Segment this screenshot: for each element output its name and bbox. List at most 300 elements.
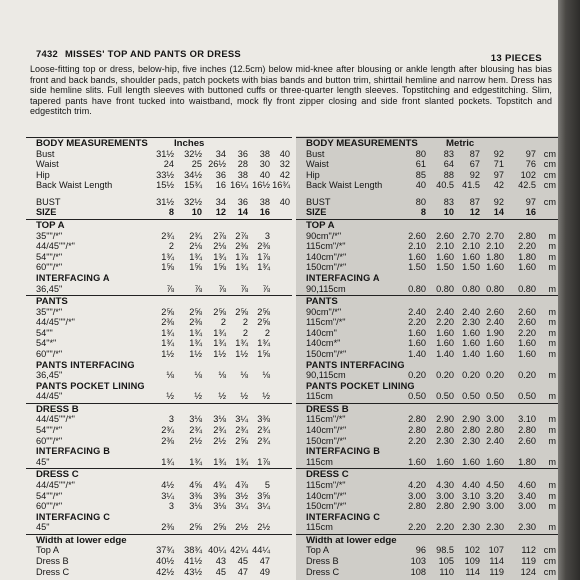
value-cell: 2.80 — [462, 425, 480, 436]
table-row — [296, 545, 558, 556]
value-cell: 0.80 — [486, 283, 504, 294]
table-row — [296, 328, 558, 339]
value-cell: 2.30 — [486, 522, 504, 533]
value-cell: 97 — [493, 169, 504, 180]
value-cell: ⅛ — [166, 370, 174, 381]
value-cell: 2.80 — [436, 425, 454, 436]
row-label: 36,45" — [36, 283, 63, 294]
row-label: 54"*" — [36, 338, 57, 349]
value-cell: 3.00 — [436, 490, 454, 501]
row-label: 54""/*" — [36, 425, 63, 436]
value-cell: 83 — [443, 196, 454, 207]
table-row — [26, 567, 292, 578]
value-cell: 1¾ — [257, 262, 270, 273]
value-cell: 2.80 — [486, 425, 504, 436]
value-cell: 36 — [237, 148, 248, 159]
value-cell: 2.20 — [408, 435, 426, 446]
value-cell: 112 — [521, 545, 536, 556]
value-cell: 34 — [215, 196, 226, 207]
value-cell: 1⅞ — [257, 251, 270, 262]
value-cell: 3.10 — [462, 490, 480, 501]
unit-cell: cm — [543, 566, 556, 577]
value-cell: 2½ — [235, 522, 248, 533]
value-cell: 1.60 — [436, 456, 454, 467]
value-cell: 3⅛ — [189, 414, 202, 425]
value-cell: 2½ — [189, 435, 202, 446]
row-label: SIZE — [36, 207, 57, 218]
value-cell: 0.80 — [436, 283, 454, 294]
value-cell: 97 — [525, 196, 536, 207]
value-cell: 80 — [415, 196, 426, 207]
unit-cell: m — [548, 241, 556, 252]
value-cell: 3⅛ — [213, 414, 226, 425]
value-cell: 16¾ — [272, 180, 290, 191]
unit-cell: cm — [543, 556, 556, 566]
value-cell: 2 — [242, 327, 248, 338]
unit-cell: cm — [543, 159, 556, 170]
value-cell: 1¾ — [189, 327, 202, 338]
value-cell: 2¾ — [161, 230, 174, 241]
value-cell: 1½ — [161, 349, 174, 359]
value-cell: 40 — [279, 148, 290, 159]
unit-cell: m — [548, 327, 556, 338]
table-row — [296, 391, 558, 402]
table-row — [26, 556, 292, 567]
unit-cell: m — [548, 251, 556, 262]
value-cell: 25 — [191, 159, 202, 170]
value-cell: 1.90 — [486, 327, 504, 338]
row-label: 90,115cm — [306, 370, 346, 381]
subsection-heading: INTERFACING C — [306, 511, 381, 522]
value-cell: 2½ — [213, 435, 226, 446]
value-cell: 0.80 — [462, 283, 480, 294]
value-cell: 1¾ — [235, 262, 248, 273]
value-cell: 3.10 — [518, 414, 536, 425]
table-row — [296, 414, 558, 425]
row-label: 44/45""/*" — [36, 479, 75, 490]
value-cell: 37¾ — [156, 545, 174, 556]
value-cell: 2.30 — [462, 435, 480, 446]
value-cell: 1.60 — [518, 349, 536, 359]
value-cell: 2.70 — [462, 230, 480, 241]
value-cell: 2⅛ — [189, 241, 202, 252]
body-measurements-heading — [26, 137, 292, 149]
unit-cell: cm — [543, 169, 556, 180]
value-cell: 1¾ — [235, 338, 248, 349]
value-cell: 34½ — [184, 169, 202, 180]
section-heading: DRESS B — [26, 403, 292, 415]
table-row — [296, 241, 558, 252]
value-cell: 43½ — [184, 566, 202, 577]
row-label: Back Waist Length — [306, 180, 383, 191]
value-cell: 97 — [525, 148, 536, 159]
value-cell: 44¼ — [252, 545, 270, 556]
value-cell: 3.20 — [486, 490, 504, 501]
row-label: 90cm"/*" — [306, 306, 342, 317]
value-cell: 3.00 — [408, 490, 426, 501]
value-cell: 2.20 — [408, 317, 426, 328]
row-label: 45" — [36, 522, 50, 533]
pattern-header — [0, 48, 558, 64]
body-measurements-heading — [296, 137, 558, 149]
section-heading: DRESS C — [296, 468, 558, 480]
value-cell: 2 — [242, 317, 248, 328]
value-cell: 3 — [168, 414, 174, 425]
value-cell: 16¼ — [230, 180, 248, 191]
value-cell: ⅞ — [240, 283, 248, 294]
yardage-tables — [0, 136, 558, 580]
table-row — [26, 425, 292, 436]
value-cell: 2.20 — [408, 522, 426, 533]
value-cell: 2.40 — [436, 306, 454, 317]
value-cell: 2.20 — [518, 241, 536, 252]
value-cell: 2.80 — [408, 414, 426, 425]
section-heading: Width at lower edge — [296, 534, 558, 546]
table-row — [296, 159, 558, 170]
row-label: 150cm"/*" — [306, 262, 347, 273]
table-row — [296, 262, 558, 273]
table-row — [26, 328, 292, 339]
row-label: BUST — [36, 196, 61, 207]
value-cell: 1¾ — [161, 251, 174, 262]
value-cell: 0.80 — [408, 283, 426, 294]
value-cell: 2¾ — [189, 425, 202, 436]
value-cell: 83 — [443, 148, 454, 159]
value-cell: 1⅝ — [189, 262, 202, 273]
value-cell: 2.40 — [462, 306, 480, 317]
value-cell: 41.5 — [462, 180, 480, 191]
table-row — [26, 522, 292, 533]
value-cell: 2.20 — [436, 317, 454, 328]
value-cell: 24 — [163, 159, 174, 170]
value-cell: 45 — [237, 556, 248, 566]
value-cell: 3½ — [235, 490, 248, 501]
value-cell: 109 — [464, 556, 480, 566]
row-label: 60""/*" — [36, 501, 63, 512]
value-cell: 92 — [493, 148, 504, 159]
value-cell: 4⅞ — [235, 479, 248, 490]
subsection-heading: PANTS INTERFACING — [306, 359, 405, 370]
row-label: 140cm"/*" — [306, 251, 347, 262]
value-cell: 1½ — [213, 349, 226, 359]
value-cell: 2.10 — [408, 241, 426, 252]
row-label: 36,45" — [36, 370, 63, 381]
value-cell: 31½ — [156, 196, 174, 207]
value-cell: 5 — [264, 479, 270, 490]
table-row — [296, 349, 558, 360]
value-cell: 2⅜ — [257, 241, 270, 252]
value-cell: 96 — [415, 545, 426, 556]
value-cell: 2.40 — [486, 317, 504, 328]
value-cell: 2⅝ — [257, 317, 270, 328]
value-cell: 3¼ — [161, 490, 174, 501]
value-cell: 42 — [279, 169, 290, 180]
value-cell: ⅛ — [218, 370, 226, 381]
row-label: Hip — [36, 169, 50, 180]
value-cell: 1.60 — [486, 262, 504, 273]
value-cell: 0.50 — [408, 391, 426, 402]
value-cell: 2⅝ — [257, 306, 270, 317]
table-row — [26, 307, 292, 318]
value-cell: 64 — [443, 159, 454, 170]
table-row — [296, 370, 558, 381]
value-cell: 2.20 — [518, 327, 536, 338]
table-row — [26, 349, 292, 360]
unit-cell: m — [548, 435, 556, 446]
row-label: 150cm"/*" — [306, 501, 347, 512]
value-cell: 0.50 — [436, 391, 454, 402]
metric-table — [296, 136, 558, 580]
section-heading: PANTS — [296, 295, 558, 307]
table-row — [296, 556, 558, 567]
value-cell: 2⅝ — [213, 306, 226, 317]
unit-cell: m — [548, 414, 556, 425]
table-row — [296, 457, 558, 468]
table-row — [26, 262, 292, 273]
value-cell: 2¾ — [213, 425, 226, 436]
value-cell: 2¾ — [189, 230, 202, 241]
subsection-heading: INTERFACING C — [36, 511, 111, 522]
value-cell: 1.60 — [408, 456, 426, 467]
value-cell: 1.60 — [462, 456, 480, 467]
table-row — [296, 284, 558, 295]
value-cell: 2⅝ — [235, 306, 248, 317]
value-cell: 2.70 — [486, 230, 504, 241]
value-cell: 14 — [493, 207, 504, 218]
row-label: Top A — [306, 545, 329, 556]
value-cell: 4.30 — [436, 479, 454, 490]
unit-cell: cm — [543, 545, 556, 556]
unit-cell: m — [548, 490, 556, 501]
value-cell: 32 — [279, 159, 290, 170]
value-cell: 2.30 — [436, 435, 454, 446]
row-label: Waist — [36, 159, 59, 170]
value-cell: 2.10 — [436, 241, 454, 252]
subsection-heading: INTERFACING A — [36, 272, 110, 283]
value-cell: 2.30 — [518, 522, 536, 533]
table-row — [296, 522, 558, 533]
value-cell: ⅛ — [262, 370, 270, 381]
subsection-heading: PANTS INTERFACING — [36, 359, 135, 370]
table-row — [296, 567, 558, 578]
value-cell: 1¾ — [213, 327, 226, 338]
value-cell: 80 — [415, 148, 426, 159]
row-label: Hip — [306, 169, 320, 180]
row-label: 44/45" — [36, 391, 63, 402]
page-edge-shadow — [558, 0, 580, 580]
row-label: 115cm"/*" — [306, 479, 346, 490]
row-label: 150cm"/*" — [306, 349, 347, 359]
value-cell: 0.20 — [486, 370, 504, 381]
value-cell: 40 — [415, 180, 426, 191]
value-cell: 42.5 — [518, 180, 536, 191]
value-cell: 2 — [264, 327, 270, 338]
value-cell: 32½ — [184, 148, 202, 159]
value-cell: 1.60 — [436, 251, 454, 262]
table-row — [26, 170, 292, 181]
value-cell: 1.60 — [462, 338, 480, 349]
value-cell: 3¼ — [235, 414, 248, 425]
pieces-count: 13 PIECES — [490, 53, 542, 64]
inches-table — [26, 136, 292, 577]
unit-cell: m — [548, 349, 556, 359]
subsection-heading: PANTS POCKET LINING — [306, 380, 415, 391]
row-label: 54""/*" — [36, 251, 63, 262]
row-label: 115cm — [306, 391, 333, 402]
value-cell: ⅛ — [240, 370, 248, 381]
unit-cell: m — [548, 283, 556, 294]
value-cell: 1½ — [235, 349, 248, 359]
value-cell: 110 — [439, 566, 454, 577]
unit-cell: m — [548, 306, 556, 317]
value-cell: 40¼ — [208, 545, 226, 556]
row-label: 115cm"/*" — [306, 414, 346, 425]
table-row — [296, 436, 558, 447]
table-row — [26, 197, 292, 208]
value-cell: 2⅝ — [189, 306, 202, 317]
row-label: Dress B — [36, 556, 69, 566]
value-cell: ⅞ — [166, 283, 174, 294]
value-cell: 3⅜ — [257, 414, 270, 425]
row-label: Bust — [306, 148, 325, 159]
table-row — [296, 180, 558, 191]
value-cell: 1¾ — [213, 251, 226, 262]
value-cell: 2½ — [257, 522, 270, 533]
value-cell: 2.80 — [518, 425, 536, 436]
row-label: 54"" — [36, 327, 53, 338]
value-cell: 34 — [215, 148, 226, 159]
row-label: 44/45""/*" — [36, 241, 75, 252]
value-cell: 2⅝ — [235, 435, 248, 446]
table-row — [26, 545, 292, 556]
table-row — [26, 180, 292, 191]
value-cell: 108 — [410, 566, 426, 577]
row-label: 54""/*" — [36, 490, 63, 501]
value-cell: 0.50 — [462, 391, 480, 402]
value-cell: 2.60 — [408, 230, 426, 241]
value-cell: 0.20 — [436, 370, 454, 381]
table-row — [26, 414, 292, 425]
value-cell: 102 — [464, 545, 480, 556]
subsection-heading: INTERFACING B — [306, 446, 381, 457]
value-cell: 2 — [220, 317, 226, 328]
value-cell: 2⅜ — [235, 241, 248, 252]
value-cell: 2.60 — [518, 317, 536, 328]
row-label: Dress C — [306, 566, 340, 577]
table-row — [296, 231, 558, 242]
value-cell: 15½ — [156, 180, 174, 191]
value-cell: 1½ — [189, 349, 202, 359]
value-cell: 3¼ — [257, 501, 270, 512]
table-row — [26, 436, 292, 447]
value-cell: ½ — [262, 391, 270, 402]
value-cell: 1.80 — [518, 456, 536, 467]
value-cell: 67 — [469, 159, 480, 170]
value-cell: 40 — [259, 169, 270, 180]
value-cell: 16 — [525, 207, 536, 218]
value-cell: ⅞ — [262, 283, 270, 294]
value-cell: 119 — [489, 566, 504, 577]
value-cell: 1.60 — [408, 251, 426, 262]
value-cell: 2.80 — [436, 501, 454, 512]
table-row — [26, 370, 292, 381]
table-row — [26, 231, 292, 242]
value-cell: 16 — [259, 207, 270, 218]
value-cell: 2.60 — [518, 435, 536, 446]
value-cell: 1.60 — [486, 349, 504, 359]
row-label: 115cm"/*" — [306, 241, 346, 252]
value-cell: 76 — [525, 159, 536, 170]
value-cell: ⅞ — [218, 283, 226, 294]
value-cell: 103 — [410, 556, 426, 566]
value-cell: 2.90 — [462, 501, 480, 512]
row-label: 140cm" — [306, 327, 337, 338]
value-cell: 15¾ — [184, 180, 202, 191]
row-label: 150cm"/*" — [306, 435, 347, 446]
value-cell: 41½ — [184, 556, 202, 566]
row-label: 60""/*" — [36, 262, 63, 273]
table-row — [26, 317, 292, 328]
value-cell: 2¾ — [257, 435, 270, 446]
value-cell: 71 — [493, 159, 504, 170]
value-cell: 45 — [215, 566, 226, 577]
section-title: BODY MEASUREMENTS — [306, 138, 418, 149]
value-cell: 0.20 — [408, 370, 426, 381]
value-cell: 2 — [168, 241, 174, 252]
value-cell: 0.20 — [518, 370, 536, 381]
value-cell: 42¼ — [230, 545, 248, 556]
value-cell: 12 — [469, 207, 480, 218]
row-label: 60""/*" — [36, 349, 63, 359]
value-cell: 1¾ — [189, 338, 202, 349]
value-cell: 47 — [259, 556, 270, 566]
value-cell: 16 — [215, 180, 226, 191]
value-cell: 2.30 — [462, 317, 480, 328]
table-row — [296, 425, 558, 436]
row-label: 45" — [36, 456, 50, 467]
value-cell: 40 — [279, 196, 290, 207]
unit-cell: cm — [543, 196, 556, 207]
table-row — [26, 284, 292, 295]
row-label: 44/45""/*" — [36, 414, 75, 425]
value-cell: 4.50 — [486, 479, 504, 490]
table-row — [296, 252, 558, 263]
value-cell: 2.80 — [408, 501, 426, 512]
section-heading: Width at lower edge — [26, 534, 292, 546]
value-cell: ½ — [166, 391, 174, 402]
value-cell: 0.20 — [462, 370, 480, 381]
value-cell: 4½ — [161, 479, 174, 490]
row-label: Back Waist Length — [36, 180, 113, 191]
table-row — [296, 149, 558, 160]
value-cell: 8 — [420, 207, 426, 218]
value-cell: 0.50 — [486, 391, 504, 402]
unit-cell: m — [548, 456, 556, 467]
value-cell: 1⅞ — [235, 251, 248, 262]
value-cell: 61 — [415, 159, 426, 170]
value-cell: 43 — [215, 556, 226, 566]
value-cell: 2.10 — [486, 241, 504, 252]
row-label: 90,115cm — [306, 283, 346, 294]
section-heading: TOP A — [26, 219, 292, 231]
value-cell: 2.80 — [518, 230, 536, 241]
row-label: 44/45""/*" — [36, 317, 75, 328]
value-cell: 1.60 — [436, 327, 454, 338]
value-cell: 1.60 — [486, 456, 504, 467]
value-cell: 1.60 — [436, 338, 454, 349]
section-heading: TOP A — [296, 219, 558, 231]
value-cell: 1⅝ — [161, 262, 174, 273]
